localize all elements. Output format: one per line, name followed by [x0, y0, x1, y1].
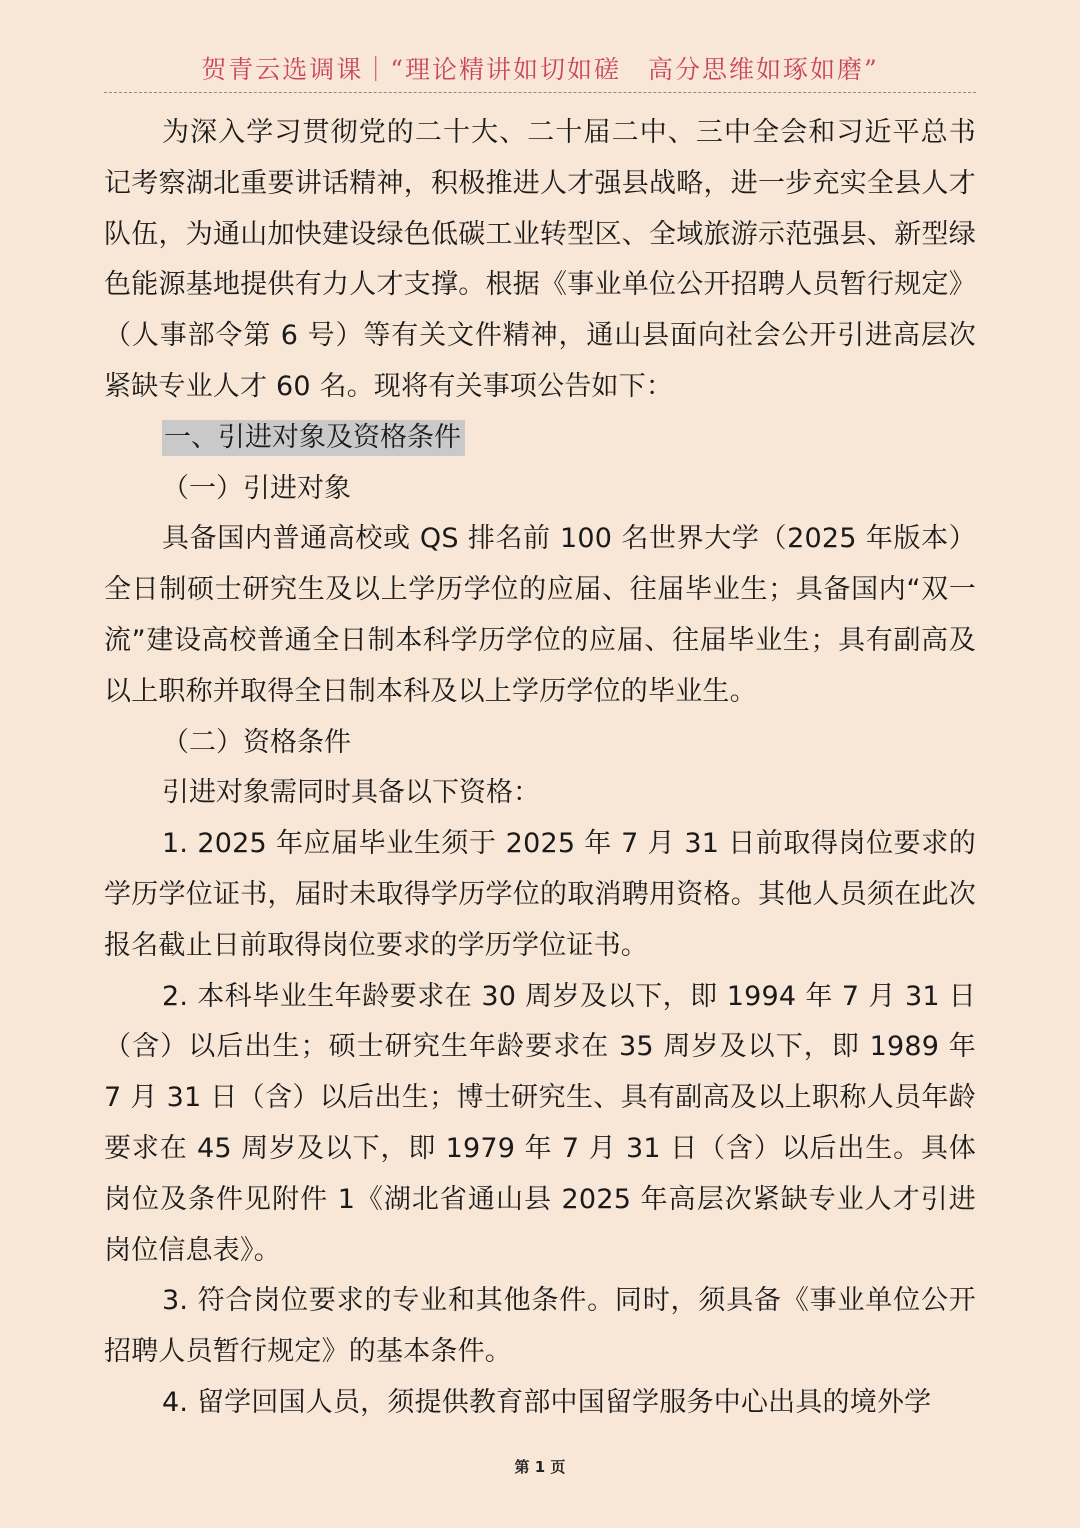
- qualifications-intro: 引进对象需同时具备以下资格：: [162, 777, 540, 809]
- document-body: [104, 108, 976, 1429]
- qualification-item-4: 4. 留学回国人员，须提供教育部中国留学服务中心出具的境外学: [162, 1386, 932, 1418]
- subsection-heading-qualifications: （二）资格条件: [162, 726, 351, 758]
- qualification-item-2: 2. 本科毕业生年龄要求在 30 周岁及以下，即 1994 年 7 月 31 日（含）以后出生；硕士研究生年龄要求在 35 周岁及以下，即 1989 年 7 月 31 日（含）以后出生；博士研究生、具有副高及以上职称人员年龄要求在 45 周岁及以下，即 1979 年 7 月 31 日（含）以后出生。具体岗位及条件见附件 1《湖北省通山县 2025 年高层次紧缺专业人才引进岗位信息表》。: [104, 980, 976, 1266]
- targets-paragraph: 具备国内普通高校或 QS 排名前 100 名世界大学（2025 年版本）全日制硕士研究生及以上学历学位的应届、往届毕业生；具备国内“双一流”建设高校普通全日制本科学历学位的应届、往届毕业生；具有副高及以上职称并取得全日制本科及以上学历学位的毕业生。: [104, 523, 976, 707]
- header-divider: [104, 92, 976, 93]
- intro-paragraph: 为深入学习贯彻党的二十大、二十届二中、三中全会和习近平总书记考察湖北重要讲话精神，积极推进人才强县战略，进一步充实全县人才队伍，为通山加快建设绿色低碳工业转型区、全域旅游示范强县、新型绿色能源基地提供有力人才支撑。根据《事业单位公开招聘人员暂行规定》（人事部令第 6 号）等有关文件精神，通山县面向社会公开引进高层次紧缺专业人才 60 名。现将有关事项公告如下：: [104, 117, 976, 402]
- section-heading-text: 一、引进对象及资格条件: [162, 420, 465, 456]
- qualification-item-3: 3. 符合岗位要求的专业和其他条件。同时，须具备《事业单位公开招聘人员暂行规定》的基本条件。: [104, 1285, 976, 1368]
- document-header: 贺青云选调课｜“理论精讲如切如磋 高分思维如琢如磨”: [201, 55, 879, 84]
- section-heading: [104, 413, 976, 464]
- page-number: 第 1 页: [514, 1458, 566, 1476]
- qualification-item-1: 1. 2025 年应届毕业生须于 2025 年 7 月 31 日前取得岗位要求的学历学位证书，届时未取得学历学位的取消聘用资格。其他人员须在此次报名截止日前取得岗位要求的学历学位证书。: [104, 828, 976, 961]
- subsection-heading-targets: （一）引进对象: [162, 472, 351, 504]
